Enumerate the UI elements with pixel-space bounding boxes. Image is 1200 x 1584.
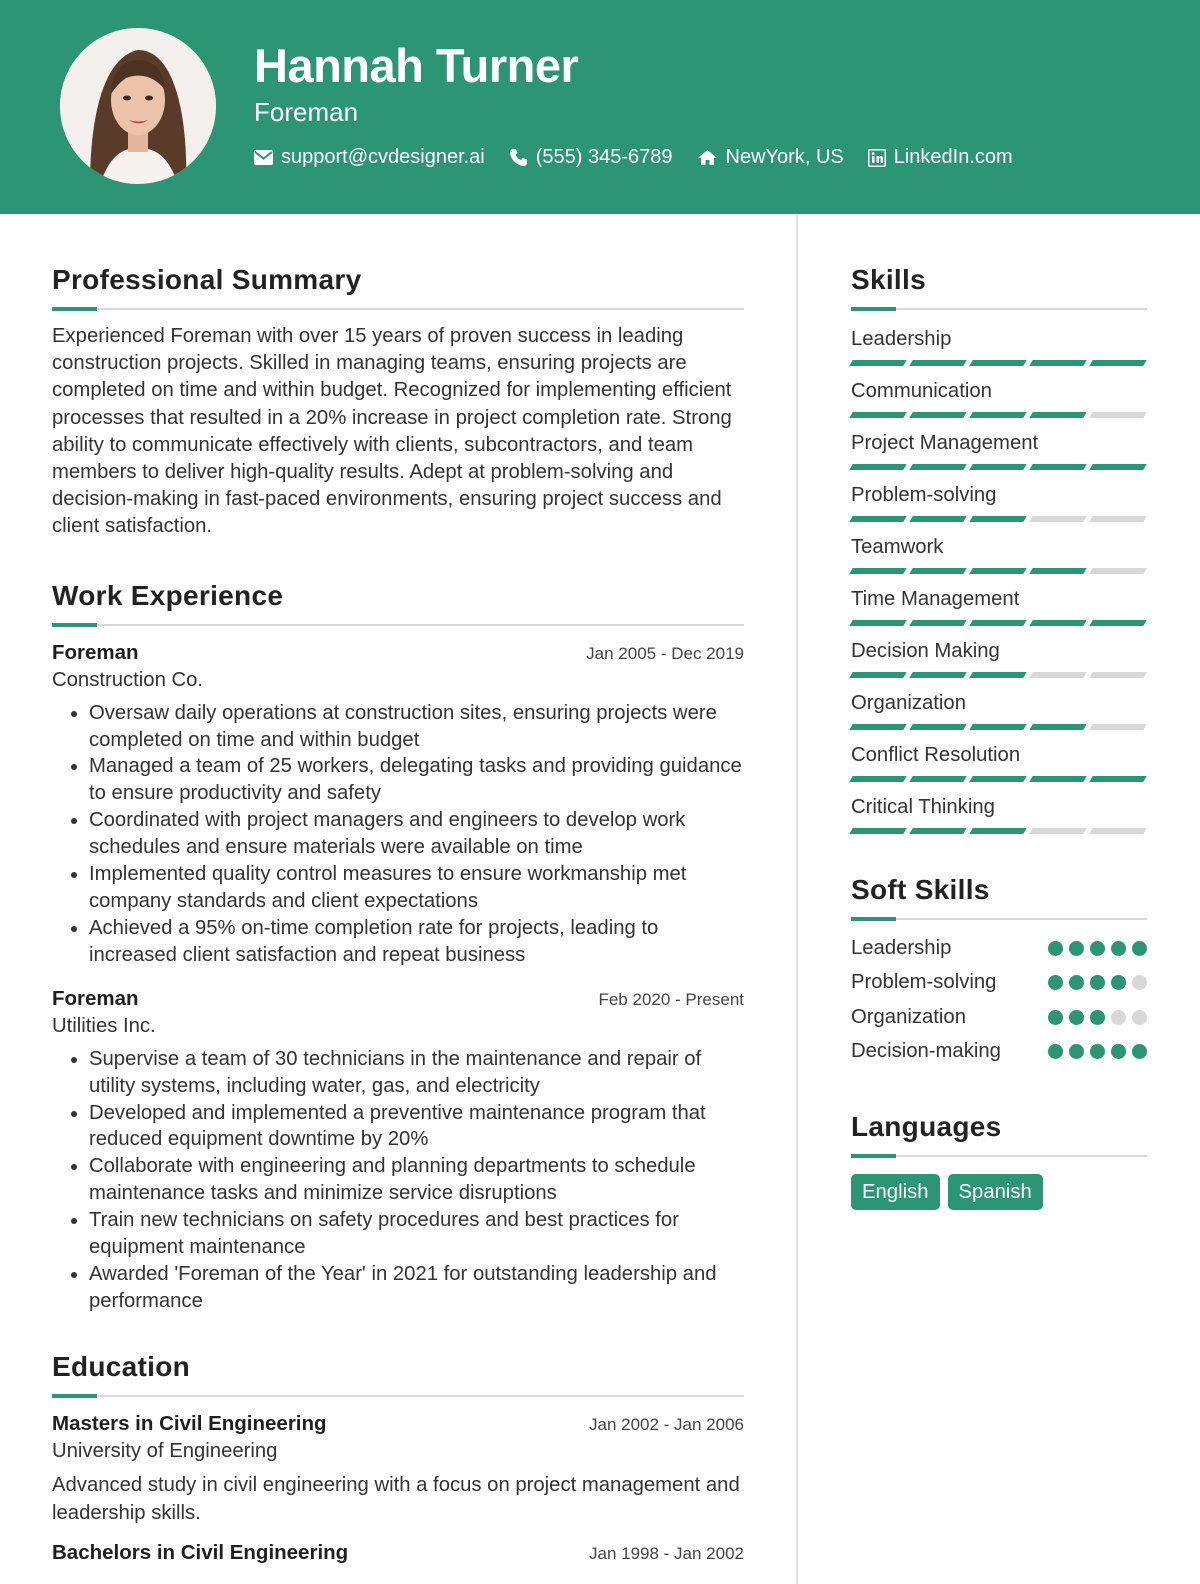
skill-name: Teamwork: [851, 536, 944, 558]
skills-list: [851, 327, 1147, 834]
skill-level-segment: [1089, 724, 1146, 730]
language-badge: Spanish: [948, 1174, 1043, 1210]
profile-photo-illustration: [60, 28, 216, 184]
section-rule: [52, 307, 744, 311]
skill-level-bar: [851, 360, 1147, 366]
profile-photo: [60, 28, 216, 184]
list-item: • Coordinated with project managers and engineers to develop work schedules and ensure materials were available on time: [89, 807, 744, 861]
section-title: Skills: [851, 264, 926, 295]
skill-level-segment: [849, 568, 906, 574]
skill-level-segment: [849, 724, 906, 730]
skill-level-segment: [969, 672, 1026, 678]
rating-dot: [1048, 1044, 1063, 1059]
soft-skill-item: [851, 966, 1147, 1001]
soft-skill-name: Problem-solving: [851, 971, 997, 994]
education-entry: [52, 1412, 744, 1527]
contact-list: [254, 146, 1013, 169]
skill-item: [851, 535, 1147, 574]
skill-level-segment: [1029, 464, 1086, 470]
rating-dot: [1132, 975, 1147, 990]
soft-skill-name: Organization: [851, 1005, 966, 1028]
skill-level-bar: [851, 516, 1147, 522]
rating-dot: [1111, 1010, 1126, 1025]
section-title: Professional Summary: [52, 264, 362, 295]
language-badge: English: [851, 1174, 940, 1210]
skill-name: Leadership: [851, 328, 952, 350]
skill-level-segment: [969, 360, 1026, 366]
skill-level-segment: [849, 776, 906, 782]
rating-dot: [1069, 1044, 1084, 1059]
resume-header: [0, 0, 1200, 214]
skill-item: [851, 795, 1147, 834]
school-name: University of Engineering: [52, 1439, 278, 1462]
skill-level-segment: [1029, 412, 1086, 418]
skill-level-segment: [909, 828, 966, 834]
soft-skill-item: [851, 931, 1147, 966]
contact-linkedin-text: LinkedIn.com: [893, 146, 1013, 168]
skill-level-segment: [849, 464, 906, 470]
phone-icon: [509, 148, 528, 167]
soft-skill-item: [851, 1000, 1147, 1035]
education-section: [52, 1349, 744, 1565]
skill-level-segment: [969, 464, 1026, 470]
section-title: Languages: [851, 1111, 1002, 1142]
skill-name: Problem-solving: [851, 484, 997, 506]
rating-dot: [1090, 975, 1105, 990]
skill-name: Critical Thinking: [851, 796, 995, 818]
contact-email-text: support@cvdesigner.ai: [281, 146, 485, 168]
skill-level-segment: [969, 516, 1026, 522]
skill-level-segment: [849, 516, 906, 522]
skill-item: [851, 743, 1147, 782]
rating-dot: [1069, 941, 1084, 956]
languages-section: [851, 1109, 1147, 1210]
rating-dot: [1111, 941, 1126, 956]
skill-level-segment: [1029, 620, 1086, 626]
skill-level-segment: [849, 620, 906, 626]
soft-skill-name: Decision-making: [851, 1040, 1001, 1063]
job-date: Jan 2005 - Dec 2019: [586, 643, 744, 663]
section-rule: [52, 623, 744, 627]
skill-level-segment: [1029, 568, 1086, 574]
contact-phone-text: (555) 345-6789: [535, 146, 673, 168]
rating-dot: [1048, 941, 1063, 956]
rating-dot: [1090, 1044, 1105, 1059]
list-item: • Oversaw daily operations at construction sites, ensuring projects were completed on time and within budget: [89, 700, 744, 754]
rating-dot: [1111, 1044, 1126, 1059]
education-date: Jan 1998 - Jan 2002: [588, 1543, 744, 1563]
skill-level-segment: [909, 516, 966, 522]
skill-level-segment: [1089, 568, 1146, 574]
section-title: Soft Skills: [851, 874, 990, 905]
skill-level-segment: [849, 828, 906, 834]
rating-dot: [1090, 941, 1105, 956]
rating-dot: [1111, 975, 1126, 990]
job-bullets: [52, 700, 744, 969]
contact-location-text: NewYork, US: [725, 146, 844, 168]
skill-level-segment: [1089, 672, 1146, 678]
summary-section: [52, 262, 744, 541]
experience-section: [52, 578, 744, 1315]
soft-skill-rating: [1048, 1044, 1147, 1059]
job-entry: [52, 987, 744, 1315]
skill-level-segment: [1029, 360, 1086, 366]
job-title: Foreman: [52, 640, 139, 664]
degree-title: Masters in Civil Engineering: [52, 1411, 327, 1435]
skill-level-segment: [909, 360, 966, 366]
skill-name: Decision Making: [851, 640, 1000, 662]
skill-level-segment: [1089, 620, 1146, 626]
education-entry: [52, 1541, 744, 1565]
section-title: Work Experience: [52, 579, 284, 611]
skill-level-segment: [909, 568, 966, 574]
skill-level-bar: [851, 412, 1147, 418]
soft-skill-item: [851, 1035, 1147, 1070]
soft-skill-rating: [1048, 1010, 1147, 1025]
skill-level-segment: [969, 620, 1026, 626]
soft-skills-section: [851, 872, 1147, 1069]
rating-dot: [1132, 941, 1147, 956]
candidate-role: Foreman: [254, 97, 359, 127]
linkedin-icon: [868, 149, 886, 167]
section-title: Education: [52, 1350, 191, 1382]
skill-level-bar: [851, 568, 1147, 574]
contact-location: [697, 146, 844, 169]
list-item: • Implemented quality control measures to ensure workmanship met company standards and client expectations: [89, 861, 744, 915]
soft-skill-rating: [1048, 941, 1147, 956]
skill-level-segment: [849, 412, 906, 418]
soft-skills-list: [851, 931, 1147, 1069]
skill-level-bar: [851, 776, 1147, 782]
job-company: Construction Co.: [52, 668, 204, 691]
skill-level-segment: [969, 412, 1026, 418]
list-item: • Train new technicians on safety procedures and best practices for equipment maintenance: [89, 1207, 744, 1261]
skill-level-segment: [1089, 464, 1146, 470]
skill-level-bar: [851, 620, 1147, 626]
job-date: Feb 2020 - Present: [598, 989, 744, 1009]
skill-level-segment: [909, 464, 966, 470]
rating-dot: [1048, 1010, 1063, 1025]
section-rule: [52, 1394, 744, 1398]
skill-level-segment: [1029, 516, 1086, 522]
home-icon: [697, 149, 718, 166]
skill-level-segment: [1089, 516, 1146, 522]
contact-linkedin[interactable]: [868, 146, 1013, 169]
skill-level-segment: [969, 724, 1026, 730]
skill-name: Communication: [851, 380, 992, 402]
skill-level-segment: [1029, 776, 1086, 782]
skill-item: [851, 431, 1147, 470]
skill-level-bar: [851, 672, 1147, 678]
contact-email[interactable]: [254, 146, 485, 169]
skill-level-bar: [851, 828, 1147, 834]
envelope-icon: [254, 150, 273, 165]
main-column: [52, 262, 744, 1565]
skill-level-bar: [851, 464, 1147, 470]
soft-skill-name: Leadership: [851, 936, 952, 959]
list-item: • Developed and implemented a preventive maintenance program that reduced equipment downtime by 20%: [89, 1100, 744, 1154]
skill-level-segment: [909, 412, 966, 418]
skill-level-segment: [1089, 412, 1146, 418]
skill-level-segment: [1029, 724, 1086, 730]
section-rule: [851, 307, 1147, 311]
job-title: Foreman: [52, 986, 139, 1010]
list-item: • Supervise a team of 30 technicians in the maintenance and repair of utility systems, including water, gas, and electricity: [89, 1046, 744, 1100]
skill-name: Organization: [851, 692, 966, 714]
job-bullets: [52, 1046, 744, 1315]
job-company: Utilities Inc.: [52, 1014, 156, 1037]
skill-level-segment: [909, 672, 966, 678]
list-item: • Collaborate with engineering and planning departments to schedule maintenance tasks and minimize service disruptions: [89, 1153, 744, 1207]
rating-dot: [1069, 975, 1084, 990]
skill-level-bar: [851, 724, 1147, 730]
rating-dot: [1132, 1010, 1147, 1025]
rating-dot: [1090, 1010, 1105, 1025]
skill-item: [851, 639, 1147, 678]
skill-level-segment: [969, 828, 1026, 834]
skill-level-segment: [969, 568, 1026, 574]
column-divider: [796, 214, 798, 1584]
skill-level-segment: [909, 620, 966, 626]
skill-level-segment: [1089, 360, 1146, 366]
skill-level-segment: [1029, 828, 1086, 834]
summary-text: Experienced Foreman with over 15 years of proven success in leading construction projects. Skilled in managing teams, ensuring projects are completed on time and within budget. Recognized for implementing efficient processes that resulted in a 20% increase in project completion rate. Strong ability to communicate effectively with clients, subcontractors, and team members to deliver high-quality results. Adept at problem-solving and decision-making in fast-paced environments, ensuring project success and client satisfaction.: [52, 325, 732, 538]
job-entry: [52, 641, 744, 969]
language-list: [851, 1174, 1147, 1210]
list-item: • Managed a team of 25 workers, delegating tasks and providing guidance to ensure productivity and safety: [89, 753, 744, 807]
skill-name: Time Management: [851, 588, 1020, 610]
skill-level-segment: [909, 776, 966, 782]
rating-dot: [1048, 975, 1063, 990]
education-date: Jan 2002 - Jan 2006: [588, 1414, 744, 1434]
list-item: • Achieved a 95% on-time completion rate for projects, leading to increased client satisfaction and repeat business: [89, 915, 744, 969]
soft-skill-rating: [1048, 975, 1147, 990]
skill-item: [851, 691, 1147, 730]
skill-level-segment: [1029, 672, 1086, 678]
skill-level-segment: [909, 724, 966, 730]
skill-level-segment: [849, 360, 906, 366]
candidate-name: Hannah Turner: [254, 39, 579, 92]
skill-name: Project Management: [851, 432, 1039, 454]
skill-level-segment: [849, 672, 906, 678]
sidebar-column: [851, 262, 1147, 1210]
degree-title: Bachelors in Civil Engineering: [52, 1540, 349, 1564]
skill-item: [851, 379, 1147, 418]
skills-section: [851, 262, 1147, 834]
rating-dot: [1132, 1044, 1147, 1059]
section-rule: [851, 917, 1147, 921]
skill-name: Conflict Resolution: [851, 744, 1021, 766]
skill-item: [851, 587, 1147, 626]
skill-level-segment: [969, 776, 1026, 782]
skill-level-segment: [1089, 828, 1146, 834]
education-description: Advanced study in civil engineering with a focus on project management and leadership skills.: [52, 1473, 740, 1524]
section-rule: [851, 1154, 1147, 1158]
rating-dot: [1069, 1010, 1084, 1025]
list-item: • Awarded 'Foreman of the Year' in 2021 for outstanding leadership and performance: [89, 1261, 744, 1315]
skill-item: [851, 483, 1147, 522]
contact-phone[interactable]: [509, 146, 673, 169]
skill-level-segment: [1089, 776, 1146, 782]
skill-item: [851, 327, 1147, 366]
